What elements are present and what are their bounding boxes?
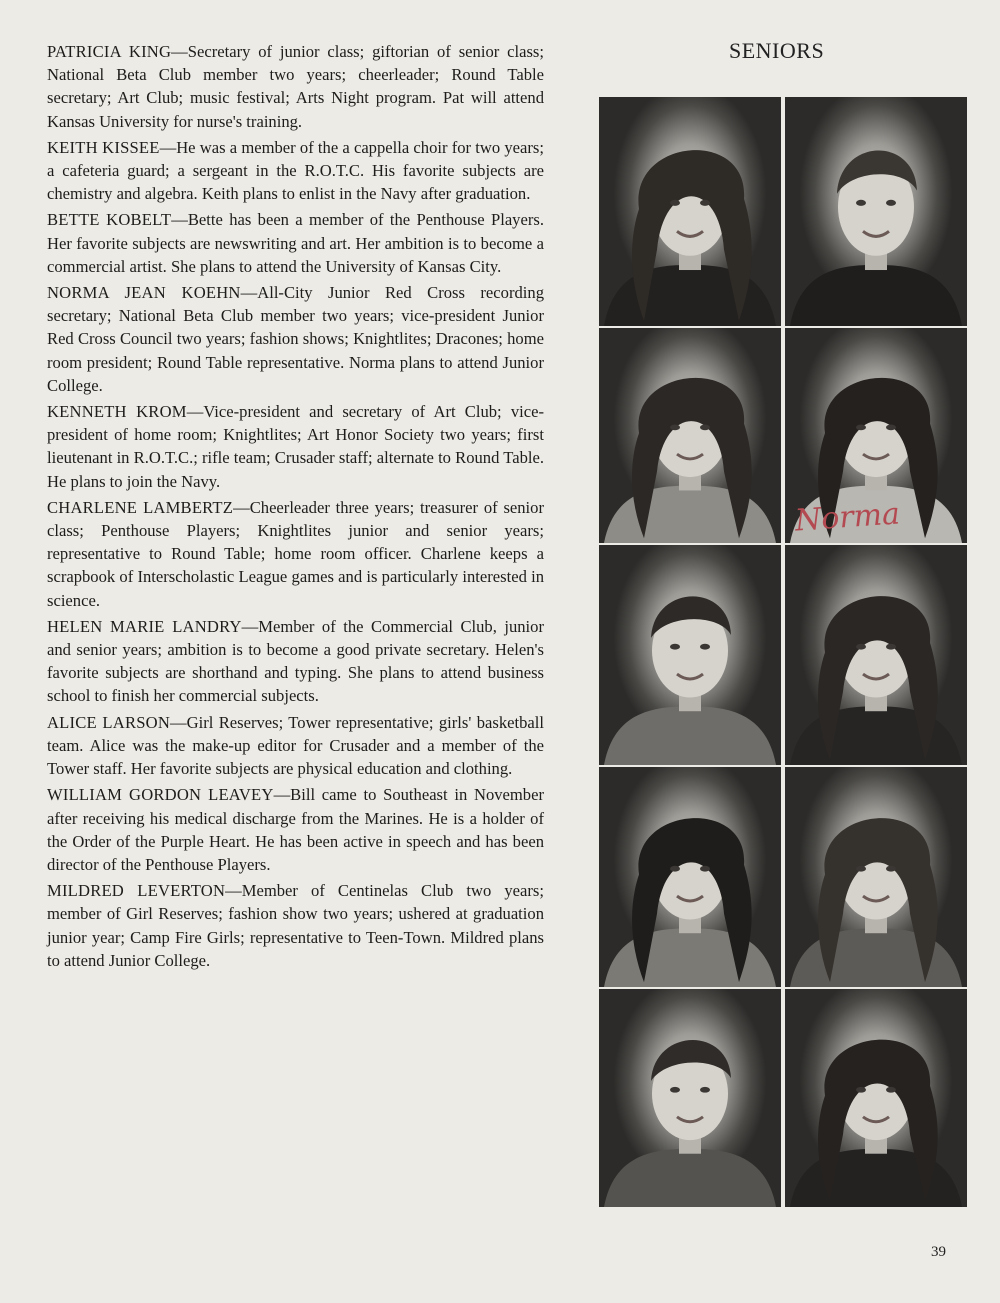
section-title: SENIORS — [729, 38, 825, 63]
bio-text: —Cheerleader three years; treasurer of senior class; Penthouse Players; Knightlites junior and senior years; representative to Round Table; home room officer. Charlene keeps a scrapbook of Interscholastic League games and is particularly interested in science. — [47, 497, 544, 610]
male-portrait-photo — [599, 545, 781, 765]
portrait-figure — [599, 97, 781, 326]
female-portrait-photo — [785, 328, 967, 543]
bio-entry — [47, 281, 544, 397]
male-portrait-photo — [785, 97, 967, 326]
bio-entry — [47, 400, 544, 493]
bio-name: ALICE LARSON — [47, 712, 171, 732]
bio-name: BETTE KOBELT — [47, 210, 172, 230]
bio-name: HELEN MARIE LANDRY — [47, 616, 242, 636]
handwritten-signature: Norma — [793, 496, 902, 539]
bio-text: —Bill came to Southeast in November after receiving his medical discharge from the Marines. He is a holder of the Order of the Purple Heart. He has been active in speech and has been director of the Penthouse Players. — [47, 785, 544, 874]
portrait-grid — [599, 97, 969, 1207]
bio-text: —Member of Centinelas Club two years; member of Girl Reserves; fashion show two years; ushered at graduation junior year; Camp Fire Girls; representative to Teen-Town. Mildred plans to attend Junior College. — [47, 881, 545, 970]
bio-text: —Vice-president and secretary of Art Club; vice-president of home room; Knightlites; Art Honor Society two years; first lieutenant in R.O.T.C.; rifle team; Crusader staff; alternate to Round Table. He plans to join the Navy. — [47, 402, 544, 491]
bio-name: WILLIAM GORDON LEAVEY — [47, 785, 274, 805]
female-portrait-photo — [599, 97, 781, 326]
bio-entry — [47, 783, 544, 876]
bio-entry — [47, 40, 544, 133]
portrait-figure — [599, 328, 781, 543]
portrait-figure — [599, 989, 781, 1207]
bio-entry — [47, 136, 544, 206]
portrait-figure — [785, 989, 967, 1207]
bio-text: —Girl Reserves; Tower representative; girls' basketball team. Alice was the make-up editor for Crusader and a member of the Tower staff. Her favorite subjects are physical education and clothing. — [47, 712, 545, 779]
bio-name: CHARLENE LAMBERTZ — [47, 497, 234, 517]
portrait-figure — [599, 545, 781, 765]
bio-name: KEITH KISSEE — [47, 137, 160, 157]
female-portrait-photo — [599, 767, 781, 987]
bio-text: —He was a member of the a cappella choir for two years; a cafeteria guard; a sergeant in the R.O.T.C. His favorite subjects are chemistry and algebra. Keith plans to enlist in the Navy after graduation. — [47, 137, 544, 204]
page-number: 39 — [931, 1244, 946, 1260]
bio-text: —Bette has been a member of the Penthouse Players. Her favorite subjects are newswriting and art. Her ambition is to become a commercial artist. She plans to attend the University of Kansas City. — [47, 210, 544, 276]
portrait-figure — [785, 545, 967, 765]
portrait-figure — [785, 97, 967, 326]
portrait-figure — [785, 767, 967, 987]
female-portrait-photo — [785, 545, 967, 765]
bio-name: PATRICIA KING — [47, 42, 172, 61]
bio-column — [47, 40, 544, 975]
bio-entry — [47, 615, 544, 708]
bio-entry — [47, 879, 544, 972]
bio-text: —All-City Junior Red Cross recording secretary; National Beta Club member two years; vice-president Junior Red Cross Council two years; fashion shows; Knightlites; Dracones; home room president; Round Table representative. Norma plans to attend Junior College. — [47, 283, 544, 395]
bio-text: —Secretary of junior class; giftorian of senior class; National Beta Club member two years; cheerleader; Round Table secretary; Art Club; music festival; Arts Night program. Pat will attend Kansas University for nurse's training. — [47, 42, 544, 131]
bio-entry — [47, 496, 544, 612]
bio-entry — [47, 208, 544, 278]
bio-name: KENNETH KROM — [47, 402, 187, 422]
female-portrait-photo — [785, 989, 967, 1207]
female-portrait-photo — [599, 328, 781, 543]
bio-entry — [47, 711, 544, 781]
bio-text: —Member of the Commercial Club, junior and senior years; ambition is to become a good private secretary. Helen's favorite subjects are shorthand and typing. She plans to attend business school to finish her commercial subjects. — [47, 616, 544, 706]
bio-name: NORMA JEAN KOEHN — [47, 283, 241, 303]
male-portrait-photo — [599, 989, 781, 1207]
bio-name: MILDRED LEVERTON — [47, 881, 226, 901]
portrait-figure — [599, 767, 781, 987]
female-portrait-photo — [785, 767, 967, 987]
